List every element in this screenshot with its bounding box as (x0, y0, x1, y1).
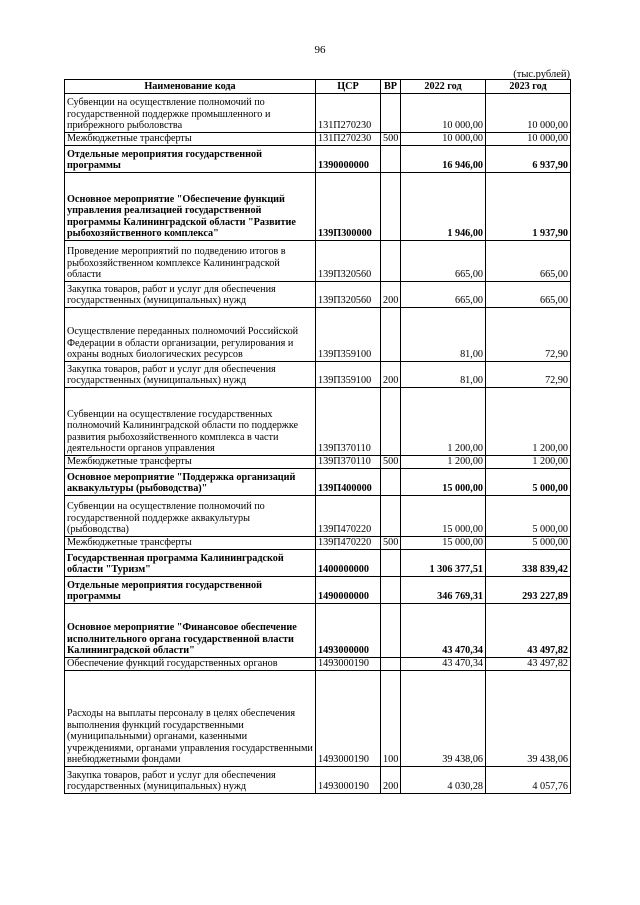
table-row (65, 241, 571, 282)
row-name: Закупка товаров, работ и услуг для обеспечения государственных (муниципальных) нужд (65, 767, 316, 794)
row-name: Проведение мероприятий по подведению итогов в рыбохозяйственном комплексе Калининградской области (65, 241, 316, 282)
row-name: Субвенции на осуществление полномочий по государственной поддержке аквакультуры (рыбоводства) (65, 496, 316, 537)
row-2023: 665,00 (486, 282, 571, 308)
row-csr: 139П320560 (316, 241, 381, 282)
table-body (65, 94, 571, 794)
table-row (65, 308, 571, 362)
row-2023: 72,90 (486, 308, 571, 362)
row-csr: 1493000190 (316, 767, 381, 794)
row-2022: 81,00 (401, 362, 486, 388)
row-name: Закупка товаров, работ и услуг для обеспечения государственных (муниципальных) нужд (65, 362, 316, 388)
row-vr (381, 241, 401, 282)
row-2022: 10 000,00 (401, 94, 486, 133)
row-name: Межбюджетные трансферты (65, 537, 316, 550)
row-vr (381, 496, 401, 537)
header-2022: 2022 год (401, 80, 486, 94)
row-csr: 1390000000 (316, 146, 381, 173)
header-vr: ВР (381, 80, 401, 94)
row-csr: 139П300000 (316, 173, 381, 241)
row-name: Отдельные мероприятия государственной программы (65, 146, 316, 173)
row-name: Основное мероприятие "Финансовое обеспечение исполнительного органа государственной власти Калининградской области" (65, 604, 316, 658)
row-vr (381, 604, 401, 658)
row-2023: 4 057,76 (486, 767, 571, 794)
row-csr: 139П359100 (316, 308, 381, 362)
row-csr: 139П370110 (316, 456, 381, 469)
row-2023: 10 000,00 (486, 94, 571, 133)
page-number: 96 (314, 44, 326, 56)
row-name: Государственная программа Калининградской области "Туризм" (65, 550, 316, 577)
row-name: Отдельные мероприятия государственной программы (65, 577, 316, 604)
row-csr: 1493000190 (316, 671, 381, 767)
header-2023: 2023 год (486, 80, 571, 94)
row-name: Основное мероприятие "Поддержка организаций аквакультуры (рыбоводства)" (65, 469, 316, 496)
row-2023: 5 000,00 (486, 496, 571, 537)
row-2023: 1 200,00 (486, 388, 571, 456)
row-name: Основное мероприятие "Обеспечение функций управления реализацией государственной программы Калининградской области "Развитие рыбохозяйственного комплекса" (65, 173, 316, 241)
row-vr (381, 469, 401, 496)
table-row (65, 146, 571, 173)
row-csr: 1493000190 (316, 658, 381, 671)
row-2023: 43 497,82 (486, 604, 571, 658)
row-vr: 500 (381, 133, 401, 146)
row-csr: 139П320560 (316, 282, 381, 308)
table-row (65, 577, 571, 604)
row-name: Межбюджетные трансферты (65, 456, 316, 469)
row-2022: 1 200,00 (401, 456, 486, 469)
row-2023: 665,00 (486, 241, 571, 282)
row-2022: 15 000,00 (401, 469, 486, 496)
table-row (65, 94, 571, 133)
table-row (65, 550, 571, 577)
row-2022: 43 470,34 (401, 658, 486, 671)
row-2022: 15 000,00 (401, 496, 486, 537)
row-name: Закупка товаров, работ и услуг для обеспечения государственных (муниципальных) нужд (65, 282, 316, 308)
row-2023: 10 000,00 (486, 133, 571, 146)
table-row (65, 173, 571, 241)
table-row (65, 469, 571, 496)
row-2022: 39 438,06 (401, 671, 486, 767)
row-2022: 81,00 (401, 308, 486, 362)
header-name: Наименование кода (65, 80, 316, 94)
row-2022: 4 030,28 (401, 767, 486, 794)
row-vr: 200 (381, 362, 401, 388)
row-2023: 43 497,82 (486, 658, 571, 671)
row-vr: 200 (381, 767, 401, 794)
row-2023: 1 200,00 (486, 456, 571, 469)
row-2022: 1 946,00 (401, 173, 486, 241)
row-2022: 16 946,00 (401, 146, 486, 173)
row-2022: 43 470,34 (401, 604, 486, 658)
row-2022: 1 306 377,51 (401, 550, 486, 577)
table-row (65, 362, 571, 388)
table-row (65, 537, 571, 550)
row-2022: 15 000,00 (401, 537, 486, 550)
table-row (65, 496, 571, 537)
row-2022: 665,00 (401, 282, 486, 308)
row-vr: 500 (381, 456, 401, 469)
row-2023: 39 438,06 (486, 671, 571, 767)
table-row (65, 658, 571, 671)
row-2023: 293 227,89 (486, 577, 571, 604)
row-name: Обеспечение функций государственных органов (65, 658, 316, 671)
row-csr: 139П359100 (316, 362, 381, 388)
row-vr: 500 (381, 537, 401, 550)
row-vr (381, 388, 401, 456)
budget-table (64, 79, 571, 794)
row-vr (381, 94, 401, 133)
row-vr: 200 (381, 282, 401, 308)
row-2022: 665,00 (401, 241, 486, 282)
table-row (65, 388, 571, 456)
row-csr: 139П470220 (316, 496, 381, 537)
table-row (65, 767, 571, 794)
row-2023: 72,90 (486, 362, 571, 388)
row-2022: 1 200,00 (401, 388, 486, 456)
row-2022: 10 000,00 (401, 133, 486, 146)
row-csr: 1490000000 (316, 577, 381, 604)
row-csr: 1493000000 (316, 604, 381, 658)
row-csr: 131П270230 (316, 133, 381, 146)
row-name: Осуществление переданных полномочий Российской Федерации в области организации, регулирования и охраны водных биологических ресурсов (65, 308, 316, 362)
row-csr: 139П470220 (316, 537, 381, 550)
row-vr (381, 146, 401, 173)
table-row (65, 133, 571, 146)
table-row (65, 456, 571, 469)
row-2023: 5 000,00 (486, 537, 571, 550)
table-row (65, 671, 571, 767)
row-name: Субвенции на осуществление государственных полномочий Калининградской области по поддержке развития рыбохозяйственного комплекса в части деятельности органов управления (65, 388, 316, 456)
row-csr: 131П270230 (316, 94, 381, 133)
units-label: (тыс.рублей) (513, 69, 570, 80)
row-name: Расходы на выплаты персоналу в целях обеспечения выполнения функций государственными (муниципальными) органами, казенными учреждениями, органами управления государственными внебюджетными фондами (65, 671, 316, 767)
row-2022: 346 769,31 (401, 577, 486, 604)
table-row (65, 604, 571, 658)
row-2023: 338 839,42 (486, 550, 571, 577)
row-2023: 6 937,90 (486, 146, 571, 173)
row-csr: 1400000000 (316, 550, 381, 577)
table-header-row (65, 80, 571, 94)
row-name: Субвенции на осуществление полномочий по государственной поддержке промышленного и прибрежного рыболовства (65, 94, 316, 133)
row-csr: 139П370110 (316, 388, 381, 456)
row-vr (381, 308, 401, 362)
row-csr: 139П400000 (316, 469, 381, 496)
row-name: Межбюджетные трансферты (65, 133, 316, 146)
row-2023: 1 937,90 (486, 173, 571, 241)
table-row (65, 282, 571, 308)
row-vr (381, 550, 401, 577)
row-vr (381, 658, 401, 671)
row-vr (381, 577, 401, 604)
row-vr: 100 (381, 671, 401, 767)
header-csr: ЦСР (316, 80, 381, 94)
row-vr (381, 173, 401, 241)
row-2023: 5 000,00 (486, 469, 571, 496)
